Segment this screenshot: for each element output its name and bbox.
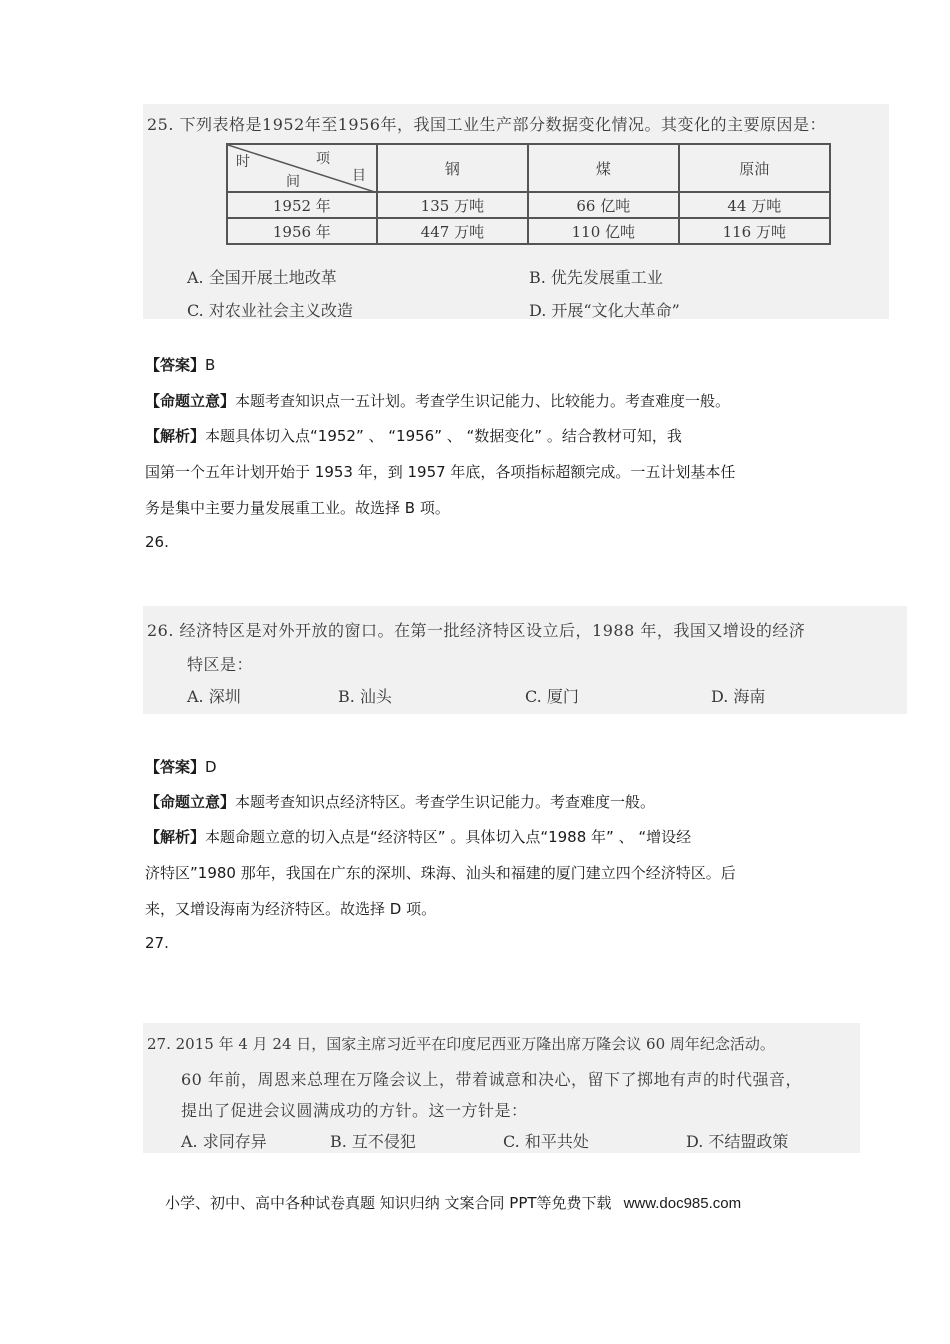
q25-answer-line — [145, 354, 215, 375]
q25-option-a: A. 全国开展土地改革 — [187, 268, 337, 287]
analysis-text: 本题具体切入点“1952” 、 “1956” 、 “数据变化” 。结合教材可知，我 — [205, 427, 682, 445]
table-header-oil: 原油 — [679, 144, 830, 192]
q27-stem-line-2: 60 年前，周恩来总理在万隆会议上，带着诚意和决心，留下了掷地有声的时代强音， — [181, 1070, 802, 1089]
table-cell: 447 万吨 — [377, 218, 528, 244]
footer-text: 小学、初中、高中各种试卷真题 知识归纳 文案合同 PPT等免费下载 — [165, 1194, 612, 1212]
q26-analysis-line-3: 来，又增设海南为经济特区。故选择 D 项。 — [145, 900, 437, 918]
q25-option-d: D. 开展“文化大革命” — [529, 301, 680, 320]
q26-analysis-line-2: 济特区”1980 那年，我国在广东的深圳、珠海、汕头和福建的厦门建立四个经济特区。后 — [145, 864, 736, 882]
q27-option-d: D. 不结盟政策 — [686, 1132, 789, 1151]
q26-analysis-line-1 — [145, 826, 691, 847]
q26-intent-line — [145, 791, 655, 812]
q26-scan-image — [143, 606, 907, 714]
table-corner-header — [227, 144, 377, 192]
q26-answer-line — [145, 756, 217, 777]
table-cell: 110 亿吨 — [528, 218, 678, 244]
q26-option-c: C. 厦门 — [525, 687, 579, 706]
q27-option-c: C. 和平共处 — [503, 1132, 589, 1151]
q25-analysis-line-3: 务是集中主要力量发展重工业。故选择 B 项。 — [145, 499, 450, 517]
table-cell: 44 万吨 — [679, 192, 830, 218]
table-cell: 116 万吨 — [679, 218, 830, 244]
corner-label-top: 项 — [316, 151, 330, 167]
q27-stem-line-3: 提出了促进会议圆满成功的方针。这一方针是： — [181, 1101, 528, 1120]
answer-label: 【答案】 — [145, 758, 206, 776]
q25-option-b: B. 优先发展重工业 — [529, 268, 663, 287]
q25-analysis-line-2: 国第一个五年计划开始于 1953 年，到 1957 年底，各项指标超额完成。一五计划基本任 — [145, 463, 736, 481]
table-row — [227, 192, 830, 218]
q27-stem-line-1: 27. 2015 年 4 月 24 日，国家主席习近平在印度尼西亚万隆出席万隆会议 60 周年纪念活动。 — [147, 1035, 775, 1053]
table-cell-year: 1952 年 — [227, 192, 377, 218]
footer-url-link[interactable]: www.doc985.com — [623, 1195, 742, 1212]
answer-label: 【答案】 — [145, 356, 206, 374]
answer-value: B — [205, 356, 216, 374]
intent-label: 【命题立意】 — [145, 392, 236, 410]
corner-label-bottom: 间 — [286, 174, 300, 190]
table-cell: 135 万吨 — [377, 192, 528, 218]
analysis-label: 【解析】 — [145, 427, 206, 445]
page-footer — [165, 1192, 741, 1213]
q25-intent-line — [145, 390, 730, 411]
q25-data-table — [226, 143, 831, 245]
q27-scan-image — [143, 1023, 860, 1153]
table-header-coal: 煤 — [528, 144, 678, 192]
table-header-steel: 钢 — [377, 144, 528, 192]
table-row — [227, 218, 830, 244]
intent-label: 【命题立意】 — [145, 793, 236, 811]
q25-scan-image — [143, 104, 889, 319]
q27-option-b: B. 互不侵犯 — [330, 1132, 416, 1151]
intent-text: 本题考查知识点经济特区。考查学生识记能力。考查难度一般。 — [235, 793, 656, 811]
table-cell: 66 亿吨 — [528, 192, 678, 218]
answer-value: D — [205, 758, 217, 776]
q26-stem-line-1: 26. 经济特区是对外开放的窗口。在第一批经济特区设立后，1988 年，我国又增设的经济 — [147, 621, 806, 640]
q26-option-b: B. 汕头 — [338, 687, 392, 706]
corner-label-left: 时 — [236, 154, 250, 170]
q25-stem: 25. 下列表格是1952年至1956年，我国工业生产部分数据变化情况。其变化的主要原因是： — [147, 115, 826, 134]
analysis-label: 【解析】 — [145, 828, 206, 846]
intent-text: 本题考查知识点一五计划。考查学生识记能力、比较能力。考查难度一般。 — [235, 392, 731, 410]
q25-option-c: C. 对农业社会主义改造 — [187, 301, 353, 320]
q26-option-a: A. 深圳 — [187, 687, 241, 706]
q25-analysis-line-1 — [145, 425, 682, 446]
question-number-26: 26. — [145, 533, 169, 551]
q26-stem-line-2: 特区是： — [187, 655, 254, 674]
q27-option-a: A. 求同存异 — [181, 1132, 267, 1151]
analysis-text: 本题命题立意的切入点是“经济特区” 。具体切入点“1988 年” 、 “增设经 — [205, 828, 692, 846]
corner-label-top2: 目 — [352, 168, 366, 184]
q26-option-d: D. 海南 — [711, 687, 766, 706]
table-cell-year: 1956 年 — [227, 218, 377, 244]
question-number-27: 27. — [145, 934, 169, 952]
